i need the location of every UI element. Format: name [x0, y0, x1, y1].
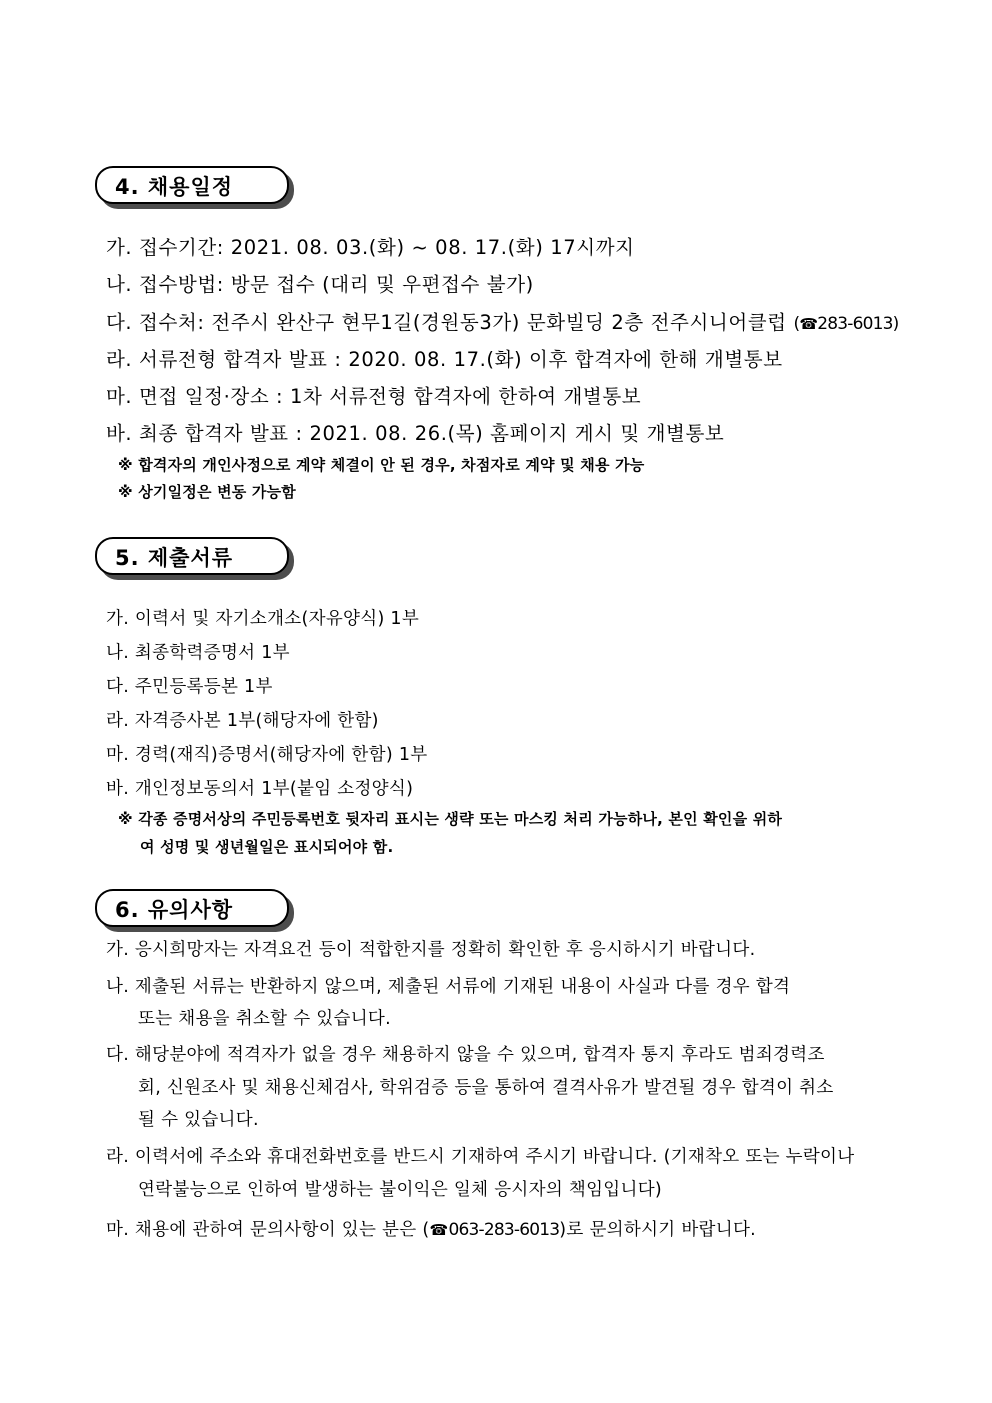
schedule-item-interview: 마. 면접 일정·장소 : 1차 서류전형 합격자에 한하여 개별통보: [106, 385, 642, 408]
document-note-line-1: ※ 각종 증명서상의 주민등록번호 뒷자리 표시는 생략 또는 마스킹 처리 가능하나, 본인 확인을 위하: [118, 810, 783, 828]
section-6-header: [95, 889, 289, 927]
notice-line-contact: 마. 채용에 관하여 문의사항이 있는 분은 (☎063-283-6013)로 문의하시기 바랍니다.: [106, 1220, 757, 1240]
schedule-note-1: ※ 합격자의 개인사정으로 계약 체결이 안 된 경우, 차점자로 계약 및 채용 가능: [118, 456, 645, 474]
section-6-title: 6. 유의사항: [115, 898, 234, 922]
notice-line-7: 라. 이력서에 주소와 휴대전화번호를 반드시 기재하여 주시기 바랍니다. (기재착오 또는 누락이나: [106, 1147, 855, 1167]
document-item-residence: 다. 주민등록등본 1부: [106, 677, 273, 697]
notice-line-6: 될 수 있습니다.: [138, 1110, 259, 1130]
section-4-title: 4. 채용일정: [115, 175, 234, 199]
notice-line-2: 나. 제출된 서류는 반환하지 않으며, 제출된 서류에 기재된 내용이 사실과 다를 경우 합격: [106, 977, 791, 997]
notice-line-8: 연락불능으로 인하여 발생하는 불이익은 일체 응시자의 책임입니다): [138, 1180, 663, 1200]
schedule-item-method: 나. 접수방법: 방문 접수 (대리 및 우편접수 불가): [106, 273, 534, 296]
document-item-career: 마. 경력(재직)증명서(해당자에 한함) 1부: [106, 745, 428, 765]
telephone-icon: ☎: [429, 1221, 449, 1239]
notice-line-5: 회, 신원조사 및 채용신체검사, 학위검증 등을 통하여 결격사유가 발견될 경우 합격이 취소: [138, 1078, 834, 1098]
notice-line-1: 가. 응시희망자는 자격요건 등이 적합한지를 정확히 확인한 후 응시하시기 바랍니다.: [106, 940, 756, 960]
document-item-license: 라. 자격증사본 1부(해당자에 한함): [106, 711, 379, 731]
schedule-item-period: 가. 접수기간: 2021. 08. 03.(화) ~ 08. 17.(화) 17시까지: [106, 236, 635, 259]
section-5-header: [95, 537, 289, 575]
location-phone: (☎283-6013): [793, 314, 899, 334]
notice-line-4: 다. 해당분야에 적격자가 없을 경우 채용하지 않을 수 있으며, 합격자 통지 후라도 범죄경력조: [106, 1045, 825, 1065]
section-5-title: 5. 제출서류: [115, 546, 234, 570]
telephone-icon: ☎: [799, 315, 818, 333]
contact-phone: 063-283-6013: [448, 1220, 560, 1240]
document-item-education: 나. 최종학력증명서 1부: [106, 643, 290, 663]
schedule-item-document-result: 라. 서류전형 합격자 발표 : 2020. 08. 17.(화) 이후 합격자에 한해 개별통보: [106, 348, 783, 371]
document-note-line-2: 여 성명 및 생년월일은 표시되어야 함.: [140, 838, 394, 856]
schedule-item-final-result: 바. 최종 합격자 발표 : 2021. 08. 26.(목) 홈페이지 게시 및 개별통보: [106, 422, 725, 445]
document-item-resume: 가. 이력서 및 자기소개소(자유양식) 1부: [106, 609, 420, 629]
section-4-header: [95, 166, 289, 204]
schedule-item-location: [106, 311, 899, 336]
document-item-privacy-consent: 바. 개인정보동의서 1부(붙임 소정양식): [106, 779, 414, 799]
schedule-note-2: ※ 상기일정은 변동 가능함: [118, 483, 296, 501]
location-text: 다. 접수처: 전주시 완산구 현무1길(경원동3가) 문화빌딩 2층 전주시니어클럽: [106, 311, 787, 334]
notice-line-3: 또는 채용을 취소할 수 있습니다.: [138, 1009, 391, 1029]
